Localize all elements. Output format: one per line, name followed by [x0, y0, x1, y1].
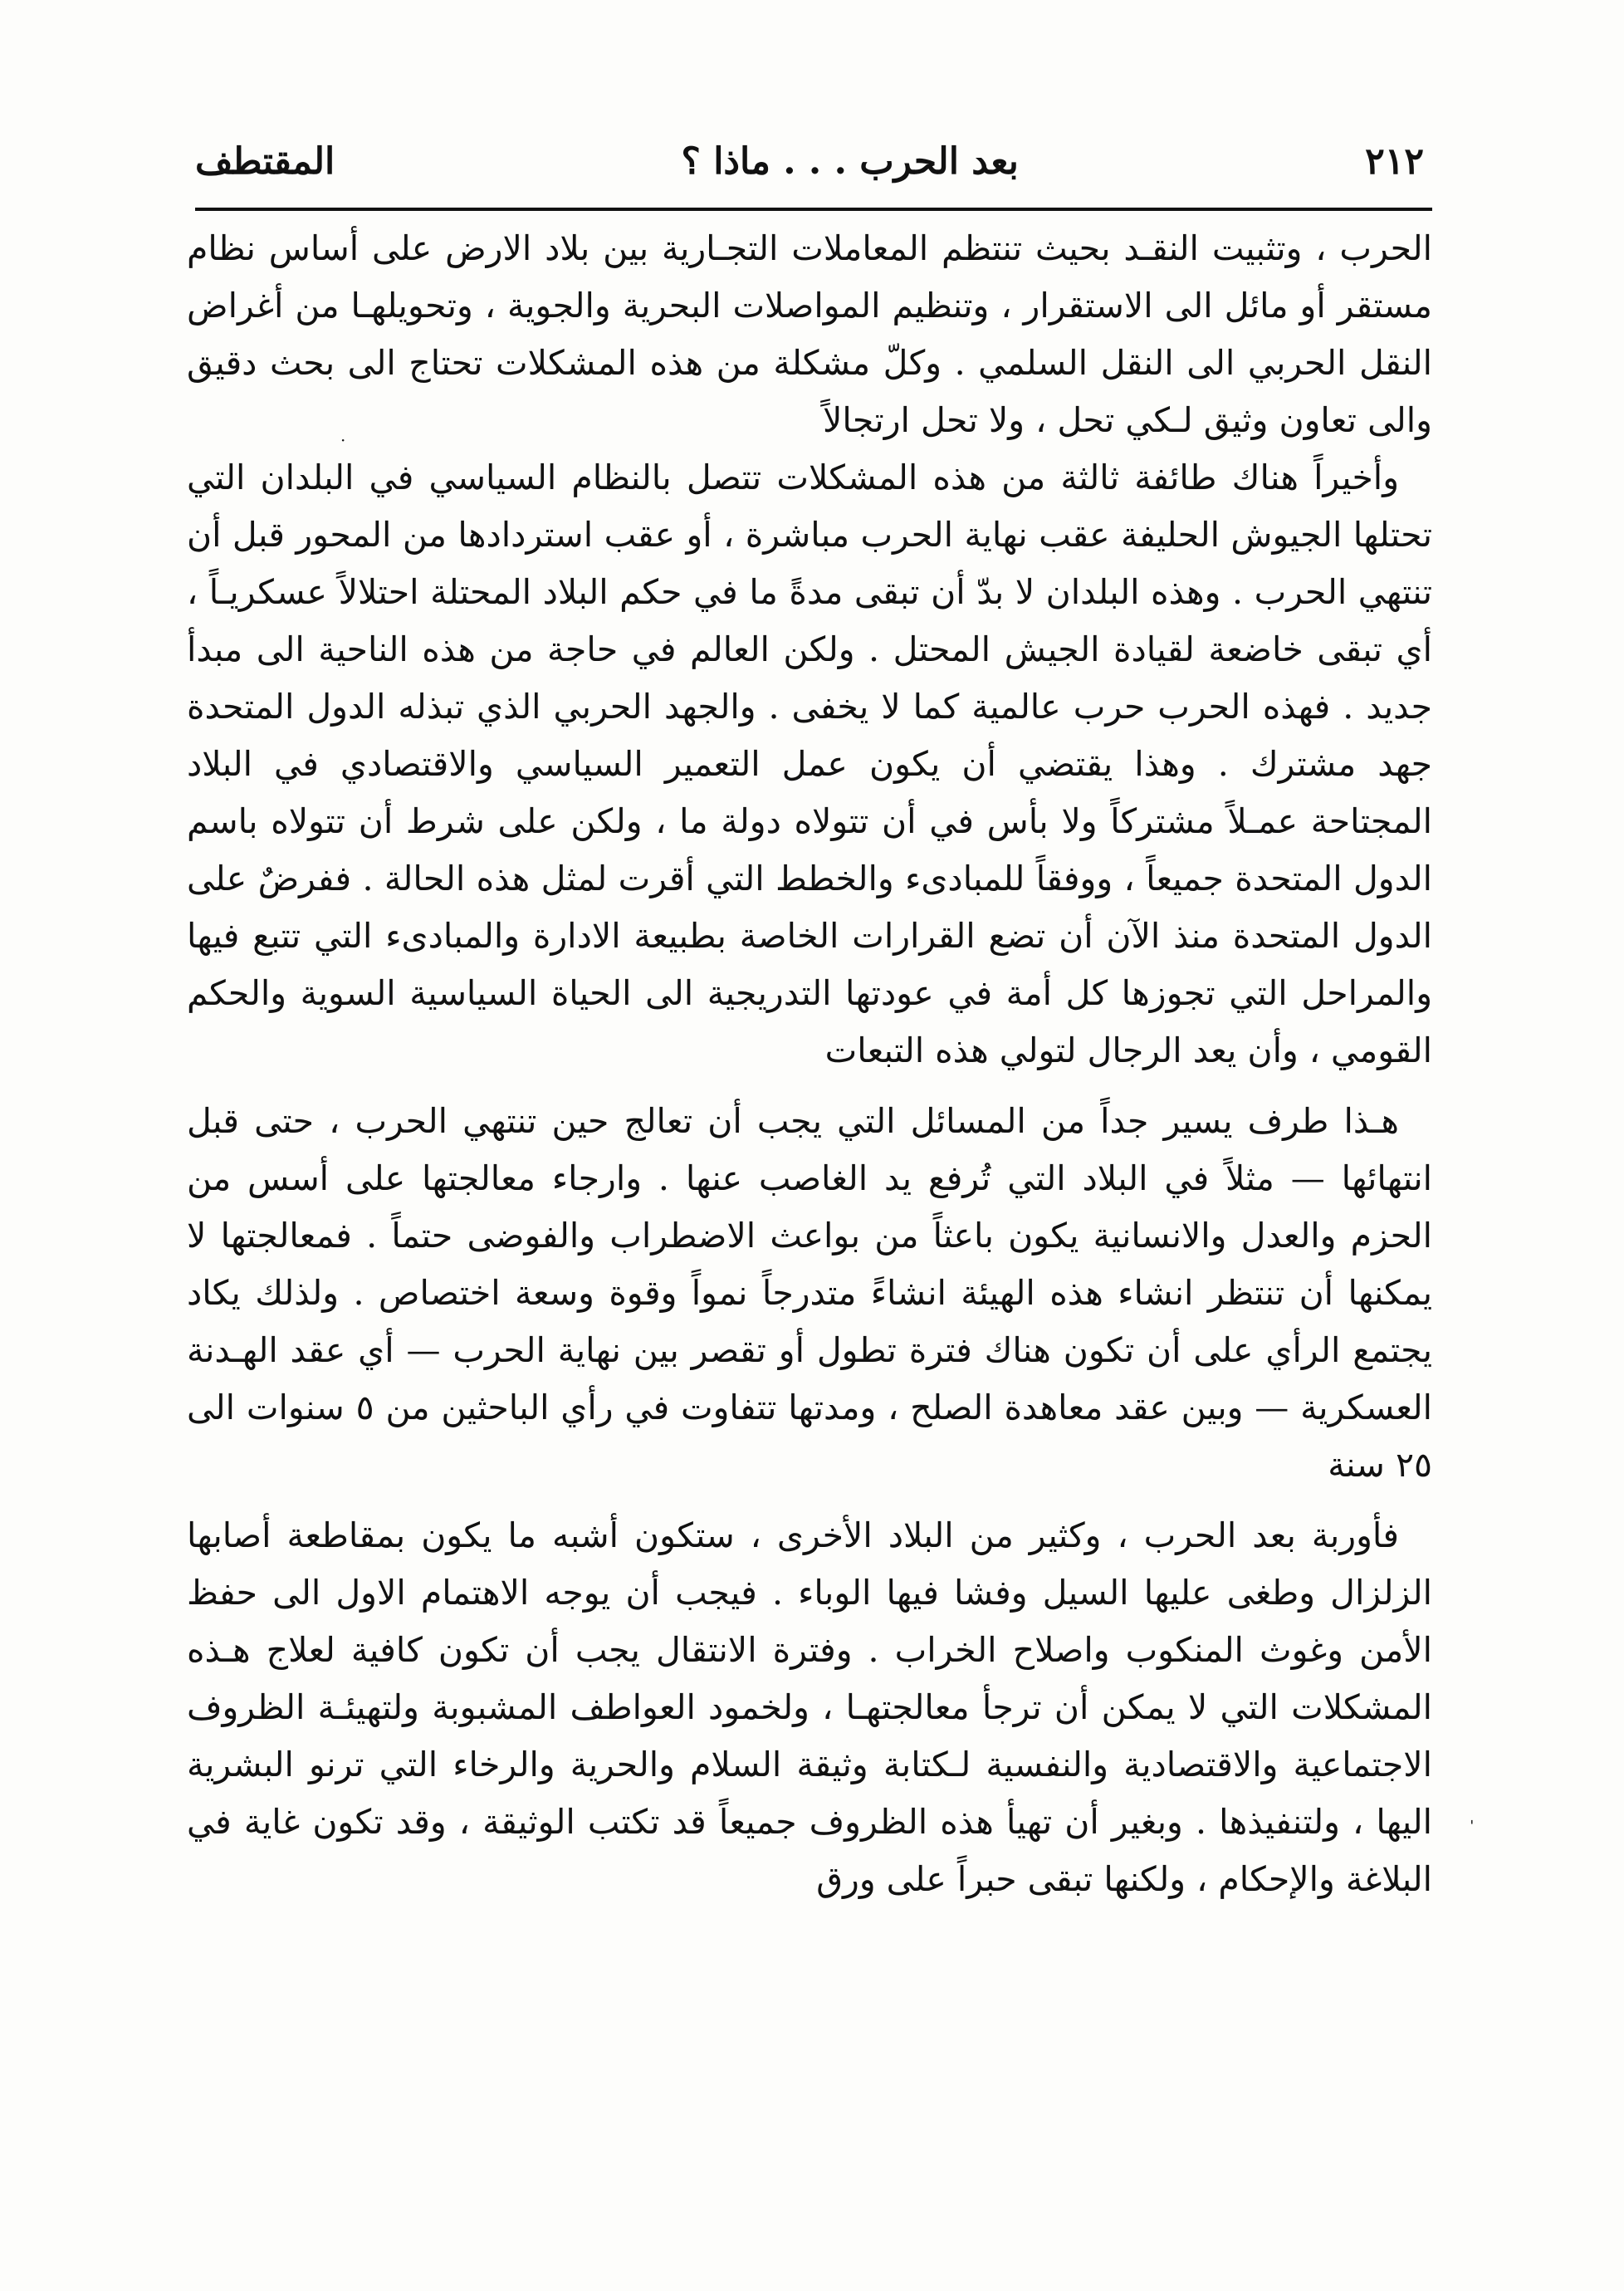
paragraph-4: فأوربة بعد الحرب ، وكثير من البلاد الأخرى ، ستكون أشبه ما يكون بمقاطعة أصابها الزلزال وطغى عليها السيل وفشا فيها الوباء . فيجب أن يوجه الاهتمام الاول الى حفظ الأمن وغوث المنكوب واصلاح الخراب . وفترة الانتقال يجب أن تكون كافية لعلاج هـذه المشكلات التي لا يمكن أن ترجأ معالجتهـا ، ولخمود العواطف المشبوبة ولتهيئـة الظروف الاجتماعية والاقتصادية والنفسية لـكتابة وثيقة السلام والحرية والرخاء التي ترنو البشرية اليها ، ولتنفيذها . وبغير أن تهيأ هذه الظروف جميعاً قد تكتب الوثيقة ، وقد تكون غاية في البلاغة والإحكام ، ولكنها تبقى حبراً على ورق: [187, 1515, 1432, 1899]
scan-speck: ˈ: [1470, 1817, 1475, 1837]
article-title: بعد الحرب . . . ماذا ؟: [681, 140, 1019, 183]
paragraph-1: الحرب ، وتثبيت النقـد بحيث تنتظم المعاملات التجـارية بين بلاد الارض على أساس نظام مستقر أو مائل الى الاستقرار ، وتنظيم المواصلات البحرية والجوية ، وتحويلهـا من أغراض النقل الحربي الى النقل السلمي . وكلّ مشكلة من هذه المشكلات تحتاج الى بحث دقيق والى تعاون وثيق لـكي تحل ، ولا تحل ارتجالاً: [187, 228, 1432, 440]
body-text: [187, 220, 1432, 1908]
scan-speck: ·: [340, 430, 346, 450]
page-number: ٢١٢: [1365, 140, 1424, 183]
paragraph-3: هـذا طرف يسير جداً من المسائل التي يجب أن تعالج حين تنتهي الحرب ، حتى قبل انتهائها — مثلاً في البلاد التي تُرفع يد الغاصب عنها . وارجاء معالجتها على أسس من الحزم والعدل والانسانية يكون باعثاً من بواعث الاضطراب والفوضى حتماً . فمعالجتها لا يمكنها أن تنتظر انشاء هذه الهيئة انشاءً متدرجاً نمواً وقوة وسعة اختصاص . ولذلك يكاد يجتمع الرأي على أن تكون هناك فترة تطول أو تقصر بين نهاية الحرب — أي عقد الهـدنة العسكرية — وبين عقد معاهدة الصلح ، ومدتها تتفاوت في رأي الباحثين من ٥ سنوات الى ٢٥ سنة: [187, 1101, 1432, 1485]
paragraph-2: وأخيراً هناك طائفة ثالثة من هذه المشكلات تتصل بالنظام السياسي في البلدان التي تحتلها الجيوش الحليفة عقب نهاية الحرب مباشرة ، أو عقب استردادها من المحور قبل أن تنتهي الحرب . وهذه البلدان لا بدّ أن تبقى مدةً ما في حكم البلاد المحتلة احتلالاً عسكريـاً ، أي تبقى خاضعة لقيادة الجيش المحتل . ولكن العالم في حاجة من هذه الناحية الى مبدأ جديد . فهذه الحرب حرب عالمية كما لا يخفى . والجهد الحربي الذي تبذله الدول المتحدة جهد مشترك . وهذا يقتضي أن يكون عمل التعمير السياسي والاقتصادي في البلاد المجتاحة عمـلاً مشتركاً ولا بأس في أن تتولاه دولة ما ، ولكن على شرط أن تتولاه باسم الدول المتحدة جميعاً ، ووفقاً للمبادىء والخطط التي أقرت لمثل هذه الحالة . ففرضٌ على الدول المتحدة منذ الآن أن تضع القرارات الخاصة بطبيعة الادارة والمبادىء التي تتبع فيها والمراحل التي تجوزها كل أمة في عودتها التدريجية الى الحياة السياسية السوية والحكم القومي ، وأن يعد الرجال لتولي هذه التبعات: [187, 458, 1433, 1070]
header-rule: [195, 208, 1432, 211]
page-header: [195, 125, 1424, 183]
journal-name: المقتطف: [195, 140, 335, 183]
